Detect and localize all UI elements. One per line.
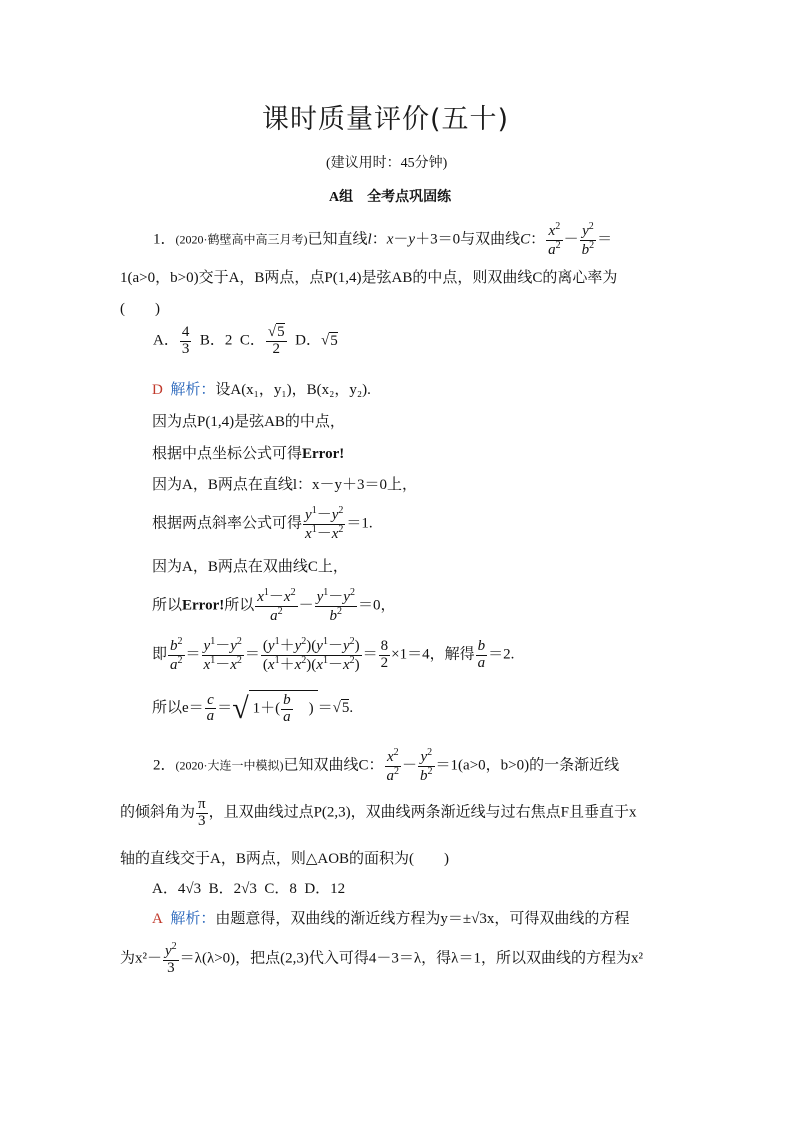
q1-answer: D bbox=[152, 382, 163, 398]
group-heading: A组 全考点巩固练 bbox=[329, 190, 452, 205]
page-title: 课时质量评价(五十) bbox=[262, 104, 510, 135]
q2-options: A．4√3 B．2√3 C．8 D．12 bbox=[152, 881, 346, 897]
q1-solution-line1: D 解析：设A(x₁，y₁)，B(x₂，y₂). bbox=[152, 382, 371, 398]
q1-paren: ( ) bbox=[120, 301, 160, 317]
q1-number: 1． bbox=[153, 231, 176, 248]
q1-solution-line5: 根据两点斜率公式可得 $\frac{y^1-y^2}{x^1-x^2}$ ＝1. bbox=[152, 505, 373, 542]
q2-source: (2020·大连一中模拟) bbox=[175, 758, 284, 773]
q1-frac-x2a2: $\frac{x^2}{a^2}$ bbox=[548, 221, 561, 258]
q1-solution-line2: 因为点P(1,4)是弦AB的中点， bbox=[152, 414, 345, 430]
q2-solution-line2: 为x²－ $\frac{y^2}{3}$ ＝λ(λ>0)，把点(2,3)代入可得4－3＝λ，得λ＝1，所以双曲线的方程为x² bbox=[120, 941, 643, 976]
q1-source: (2020·鹤壁高中高三月考) bbox=[175, 232, 308, 247]
q1-solution-line4: 因为A，B两点在直线l：x－y＋3＝0上， bbox=[152, 477, 418, 493]
q2-number: 2． bbox=[153, 757, 176, 774]
q2-solution-line1: A 解析：由题意得，双曲线的渐近线方程为y＝±√3x，可得双曲线的方程 bbox=[152, 911, 630, 927]
q2-stem-line3: 轴的直线交于A，B两点，则△AOB的面积为( ) bbox=[120, 851, 450, 867]
q1-solution-line9: 所以e＝ $\frac{c}{a}$ ＝√ 1＋( $\frac{b}{a}$ ) ＝√5. bbox=[152, 690, 353, 728]
q1-solution-line6: 因为A，B两点在双曲线C上， bbox=[152, 559, 348, 575]
q1-solution-line3: 根据中点坐标公式可得Error! bbox=[152, 446, 345, 462]
time-suggestion: (建议用时：45分钟) bbox=[326, 156, 448, 171]
q2-stem-line1: 2．(2020·大连一中模拟)已知双曲线C： $\frac{x^2}{a^2}$ － $\frac{y^2}{b^2}$ ＝1(a>0，b>0)的一条渐近线 bbox=[153, 747, 620, 784]
q2-answer: A bbox=[152, 911, 163, 927]
q2-jiexi-label: 解析： bbox=[170, 911, 216, 927]
q1-frac-y2b2: $\frac{y^2}{b^2}$ bbox=[581, 221, 595, 258]
q1-options: A． $\frac{4}{3}$ B．2 C． $\frac{√5}{2}$ D．√5 bbox=[153, 324, 338, 357]
q1-solution-line8: 即 $\frac{b^2}{a^2}$ ＝ $\frac{y^1-y^2}{x^1-x^2}$ ＝ $\frac{(y^1+y^2)(y^1-y^2)}{(x^1+x^2)(x^1-x^2)}$ ＝ $\frac{8}{2}$ ×1＝4，解得 $\frac{b}{a}$ ＝2. bbox=[152, 636, 515, 673]
q1-stem-line1: 1．(2020·鹤壁高中高三月考)已知直线l：x－y＋3＝0与双曲线C： $\frac{x^2}{a^2}$ － $\frac{y^2}{b^2}$ ＝ bbox=[153, 221, 613, 258]
q1-stem-line2: 1(a>0，b>0)交于A，B两点，点P(1,4)是弦AB的中点，则双曲线C的离心率为 bbox=[120, 270, 618, 286]
q2-stem-line2: 的倾斜角为 $\frac{\pi}{3}$ ，且双曲线过点P(2,3)，双曲线两条渐近线与过右焦点F且垂直于x bbox=[120, 796, 637, 829]
q1-solution-line7: 所以Error!所以 $\frac{x^1-x^2}{a^2}$ － $\frac{y^1-y^2}{b^2}$ ＝0， bbox=[152, 587, 396, 624]
q1-jiexi-label: 解析： bbox=[170, 382, 216, 398]
